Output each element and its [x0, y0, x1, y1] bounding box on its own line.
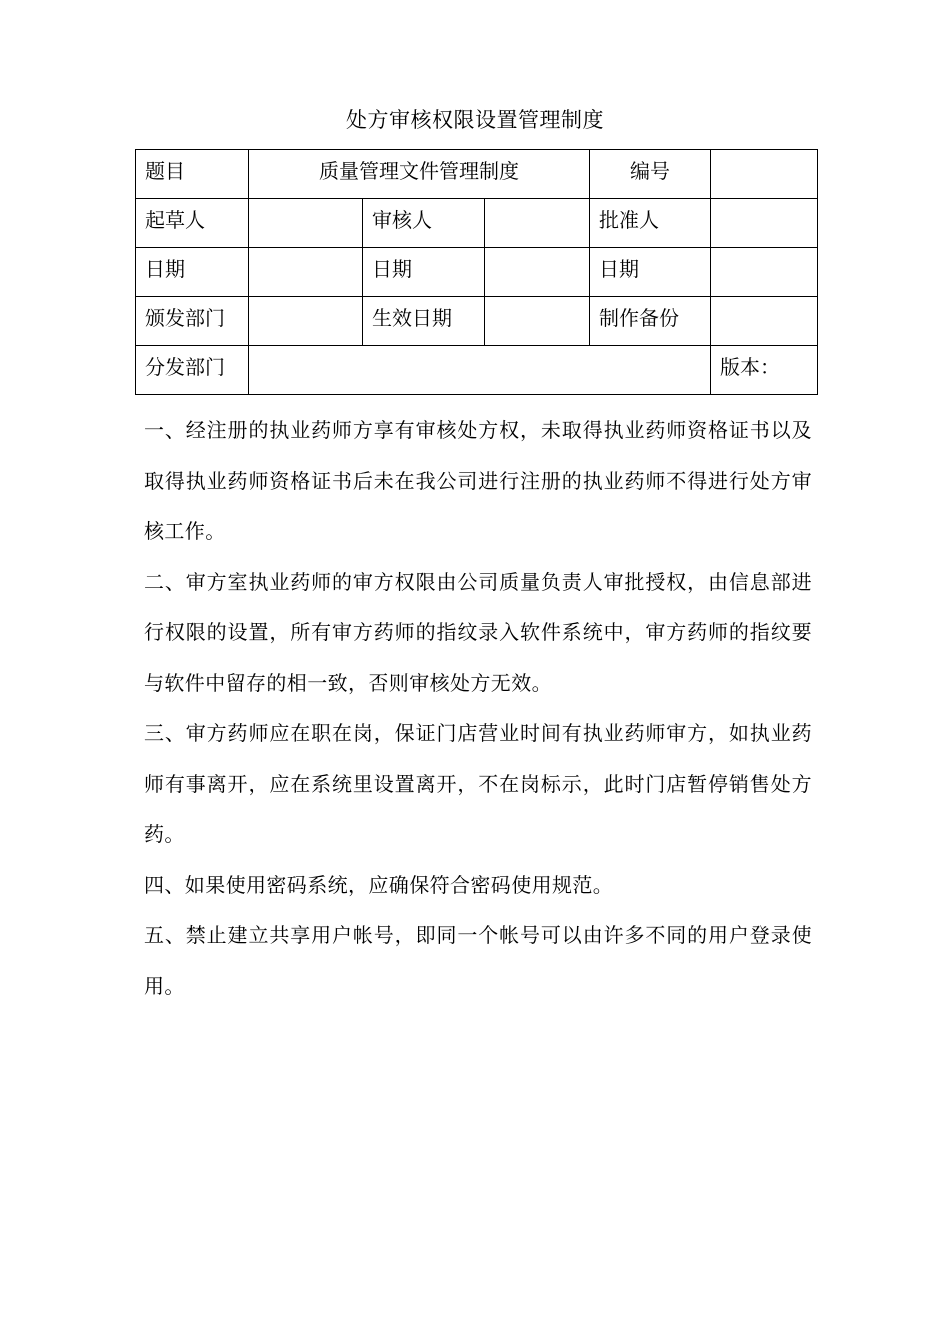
table-row	[136, 248, 818, 297]
label-copies: 制作备份	[590, 297, 711, 346]
reviewer-value	[485, 199, 590, 248]
effective-date-value	[485, 297, 590, 346]
issuing-dept-value	[249, 297, 363, 346]
label-subject: 题目	[136, 150, 249, 199]
approver-value	[711, 199, 818, 248]
policy-paragraph: 一、经注册的执业药师方享有审核处方权，未取得执业药师资格证书以及取得执业药师资格证书后未在我公司进行注册的执业药师不得进行处方审核工作。	[144, 418, 812, 543]
copies-value	[711, 297, 818, 346]
label-reviewer: 审核人	[363, 199, 485, 248]
policy-paragraph: 三、审方药师应在职在岗，保证门店营业时间有执业药师审方，如执业药师有事离开，应在系统里设置离开，不在岗标示，此时门店暂停销售处方药。	[144, 721, 812, 846]
label-approver: 批准人	[590, 199, 711, 248]
subject-value: 质量管理文件管理制度	[249, 150, 590, 199]
label-drafter: 起草人	[136, 199, 249, 248]
number-value	[711, 150, 818, 199]
table-row	[136, 199, 818, 248]
document-header-table	[135, 149, 818, 395]
label-date: 日期	[363, 248, 485, 297]
label-effective-date: 生效日期	[363, 297, 485, 346]
date-value	[249, 248, 363, 297]
policy-paragraph: 四、如果使用密码系统，应确保符合密码使用规范。	[144, 872, 614, 897]
label-distribution: 分发部门	[136, 346, 249, 395]
page-title: 处方审核权限设置管理制度	[346, 108, 604, 132]
label-version: 版本：	[711, 346, 818, 395]
drafter-value	[249, 199, 363, 248]
table-row	[136, 150, 818, 199]
table-row	[136, 297, 818, 346]
label-date: 日期	[590, 248, 711, 297]
policy-body	[144, 405, 812, 1011]
label-issuing-dept: 颁发部门	[136, 297, 249, 346]
policy-paragraph: 五、禁止建立共享用户帐号，即同一个帐号可以由许多不同的用户登录使用。	[144, 923, 812, 998]
label-date: 日期	[136, 248, 249, 297]
date-value	[485, 248, 590, 297]
table-row	[136, 346, 818, 395]
policy-paragraph: 二、审方室执业药师的审方权限由公司质量负责人审批授权，由信息部进行权限的设置，所有审方药师的指纹录入软件系统中，审方药师的指纹要与软件中留存的相一致，否则审核处方无效。	[144, 569, 812, 695]
label-number: 编号	[590, 150, 711, 199]
distribution-value	[249, 346, 711, 395]
date-value	[711, 248, 818, 297]
